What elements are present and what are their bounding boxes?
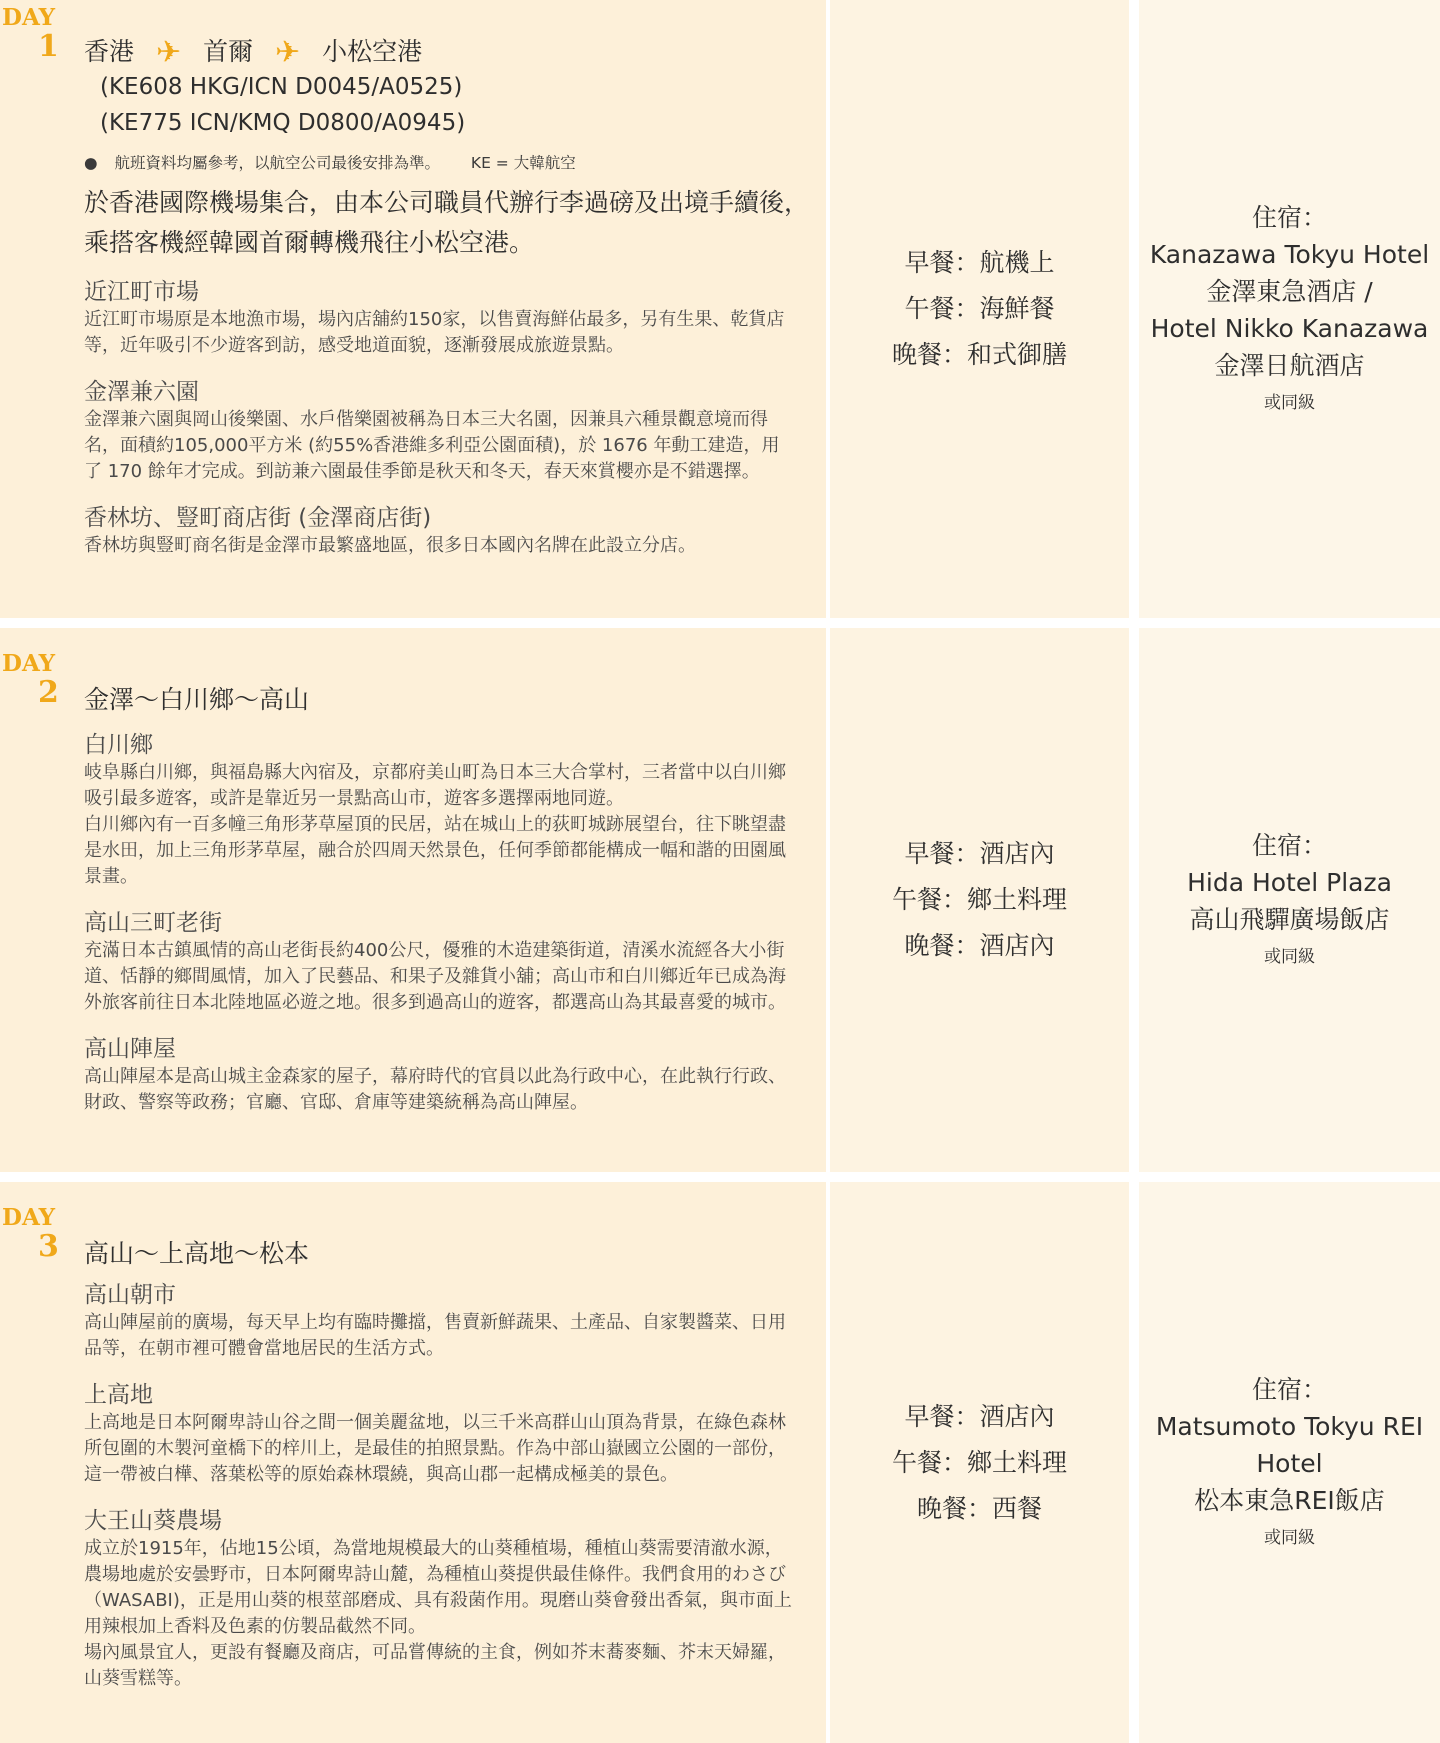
- airline-code-note: KE = 大韓航空: [470, 154, 576, 172]
- meal-dinner: 晚餐：酒店內: [904, 931, 1055, 960]
- meal-breakfast: 早餐：航機上: [904, 248, 1055, 277]
- sight-title: 上高地: [84, 1382, 153, 1408]
- day-3-itinerary: [0, 1182, 826, 1743]
- hotel-label: 住宿：: [1251, 1374, 1327, 1404]
- day-1-itinerary: [0, 0, 826, 618]
- day-1-row: [0, 0, 1440, 618]
- hotel-label: 住宿：: [1251, 830, 1327, 860]
- sight-title: 金澤兼六園: [84, 379, 199, 405]
- flight-note-text: 航班資料均屬參考，以航空公司最後安排為準。: [114, 154, 440, 172]
- day-2-meals: [830, 628, 1129, 1172]
- meal-dinner: 晚餐：和式御膳: [891, 340, 1067, 369]
- sight-title: 近江町市場: [84, 279, 199, 305]
- hotel-name: Hotel: [1256, 1448, 1323, 1478]
- sight-title: 高山三町老街: [84, 910, 222, 936]
- route-origin: 香港: [84, 37, 135, 66]
- sight-omicho-market: [84, 277, 826, 359]
- sight-desc: 金澤兼六園與岡山後樂園、水戶偕樂園被稱為日本三大名園，因兼具六種景觀意境而得名，面積約105,000平方米 (約55%香港維多利亞公園面積)，於 1676 年動工建造，用了 170 餘年才完成。到訪兼六園最佳季節是秋天和冬天，春天來賞櫻亦是不錯選擇。: [84, 409, 780, 482]
- hotel-name: Matsumoto Tokyu REI: [1155, 1411, 1424, 1441]
- airplane-icon: ✈: [275, 35, 301, 70]
- sight-title: 高山陣屋: [84, 1036, 176, 1062]
- sight-shirakawago: [84, 730, 826, 890]
- sight-desc: 近江町市場原是本地漁市場，場內店舖約150家，以售賣海鮮佔最多，另有生果、乾貨店等，近年吸引不少遊客到訪，感受地道面貌，逐漸發展成旅遊景點。: [84, 309, 785, 356]
- day-1-badge: [0, 6, 82, 62]
- sight-desc: 白川鄉內有一百多幢三角形茅草屋頂的民居，站在城山上的荻町城跡展望台，往下眺望盡是水田，加上三角形茅草屋，融合於四周天然景色，任何季節都能構成一幅和諧的田園風景畫。: [84, 814, 786, 887]
- sight-wasabi-farm: [84, 1506, 826, 1692]
- meal-lunch: 午餐：鄉土料理: [891, 1447, 1067, 1477]
- flight-note: [84, 151, 826, 175]
- hotel-name: 松本東急REI飯店: [1194, 1485, 1385, 1515]
- sight-korinbo: [84, 503, 826, 559]
- sight-title: 香林坊、豎町商店街 (金澤商店街): [84, 505, 432, 531]
- flight-info-2: (KE775 ICN/KMQ D0800/A0945): [100, 110, 466, 136]
- sight-desc: 上高地是日本阿爾卑詩山谷之間一個美麗盆地，以三千米高群山山頂為背景，在綠色森林所包圍的木製河童橋下的梓川上，是最佳的拍照景點。作為中部山嶽國立公園的一部份，這一帶被白樺、落葉松等的原始森林環繞，與高山郡一起構成極美的景色。: [84, 1412, 786, 1485]
- sight-morning-market: [84, 1280, 826, 1362]
- hotel-name: Kanazawa Tokyu Hotel: [1149, 239, 1430, 269]
- day-label: DAY: [2, 1204, 56, 1231]
- day-2-itinerary: [0, 628, 826, 1172]
- airplane-icon: ✈: [155, 35, 182, 70]
- sight-kamikochi: [84, 1380, 826, 1488]
- route-destination: 小松空港: [322, 37, 423, 66]
- sight-takayama-jinya: [84, 1034, 826, 1116]
- meal-lunch: 午餐：鄉土料理: [891, 885, 1067, 914]
- hotel-name: Hotel Nikko Kanazawa: [1150, 313, 1429, 343]
- day-3-hotel: [1139, 1182, 1440, 1743]
- meal-breakfast: 早餐：酒店內: [904, 839, 1055, 868]
- sight-desc: 成立於1915年，佔地15公頃，為當地規模最大的山葵種植場，種植山葵需要清澈水源，農場地處於安曇野市，日本阿爾卑詩山麓，為種植山葵提供最佳條件。我們食用的わさび（WASABI)，正是用山葵的根莖部磨成、具有殺菌作用。現磨山葵會發出香氣，與市面上用辣根加上香料及色素的仿製品截然不同。: [84, 1538, 792, 1637]
- hotel-similar: 或同級: [1264, 1527, 1315, 1548]
- day-label: DAY: [2, 4, 56, 31]
- hotel-similar: 或同級: [1264, 946, 1315, 967]
- day-1-intro: 於香港國際機場集合，由本公司職員代辦行李過磅及出境手續後，乘搭客機經韓國首爾轉機飛往小松空港。: [84, 188, 810, 257]
- sight-title: 高山朝市: [84, 1282, 176, 1308]
- hotel-name: 金澤日航酒店: [1214, 350, 1365, 380]
- sight-desc: 岐阜縣白川鄉，與福島縣大內宿及，京都府美山町為日本三大合掌村，三者當中以白川鄉吸引最多遊客，或許是靠近另一景點高山市，遊客多選擇兩地同遊。: [84, 762, 786, 809]
- day-2-hotel: [1139, 628, 1440, 1172]
- sight-desc: 高山陣屋本是高山城主金森家的屋子，幕府時代的官員以此為行政中心，在此執行行政、財政、警察等政務；官廳、官邸、倉庫等建築統稱為高山陣屋。: [84, 1066, 786, 1113]
- day-3-meals: [830, 1182, 1129, 1743]
- meal-breakfast: 早餐：酒店內: [904, 1401, 1055, 1431]
- route-transit: 首爾: [203, 37, 254, 66]
- meal-lunch: 午餐：海鮮餐: [904, 294, 1055, 323]
- sight-title: 大王山葵農場: [84, 1508, 222, 1534]
- day-1-route: [84, 36, 826, 69]
- day-2-badge: [0, 652, 82, 708]
- day-number: 3: [38, 1229, 59, 1264]
- bullet-icon: ●: [84, 154, 98, 172]
- day-3-title: 高山～上高地～松本: [84, 1239, 310, 1268]
- day-label: DAY: [2, 650, 56, 677]
- day-1-meals: [830, 0, 1129, 618]
- day-2-title: 金澤～白川鄉～高山: [84, 685, 310, 714]
- day-2-row: [0, 628, 1440, 1172]
- sight-sanmachi: [84, 908, 826, 1016]
- day-1-hotel: [1139, 0, 1440, 618]
- sight-desc: 高山陣屋前的廣場，每天早上均有臨時攤擋，售賣新鮮蔬果、土產品、自家製醬菜、日用品等，在朝市裡可體會當地居民的生活方式。: [84, 1312, 786, 1359]
- hotel-name: 金澤東急酒店 /: [1206, 276, 1373, 306]
- hotel-label: 住宿：: [1251, 202, 1327, 232]
- hotel-name: Hida Hotel Plaza: [1187, 867, 1392, 897]
- flight-info-1: (KE608 HKG/ICN D0045/A0525): [100, 74, 463, 100]
- sight-kenrokuen: [84, 377, 826, 485]
- day-number: 2: [38, 675, 59, 710]
- meal-dinner: 晚餐：西餐: [916, 1493, 1042, 1523]
- sight-desc: 充滿日本古鎮風情的高山老街長約400公尺，優雅的木造建築街道，清溪水流經各大小街道、恬靜的鄉間風情，加入了民藝品、和果子及雜貨小舖；高山市和白川鄉近年已成為海外旅客前往日本北陸地區必遊之地。很多到過高山的遊客，都選高山為其最喜愛的城市。: [84, 940, 786, 1013]
- day-3-row: [0, 1182, 1440, 1743]
- sight-desc: 場內風景宜人，更設有餐廳及商店，可品嘗傳統的主食，例如芥末蕎麥麵、芥末天婦羅，山葵雪糕等。: [84, 1642, 786, 1689]
- sight-title: 白川鄉: [84, 732, 153, 758]
- day-3-badge: [0, 1206, 82, 1262]
- hotel-similar: 或同級: [1264, 392, 1315, 413]
- hotel-name: 高山飛驒廣場飯店: [1189, 904, 1390, 934]
- sight-desc: 香林坊與豎町商名街是金澤市最繁盛地區，很多日本國內名牌在此設立分店。: [84, 535, 696, 556]
- day-number: 1: [38, 29, 59, 64]
